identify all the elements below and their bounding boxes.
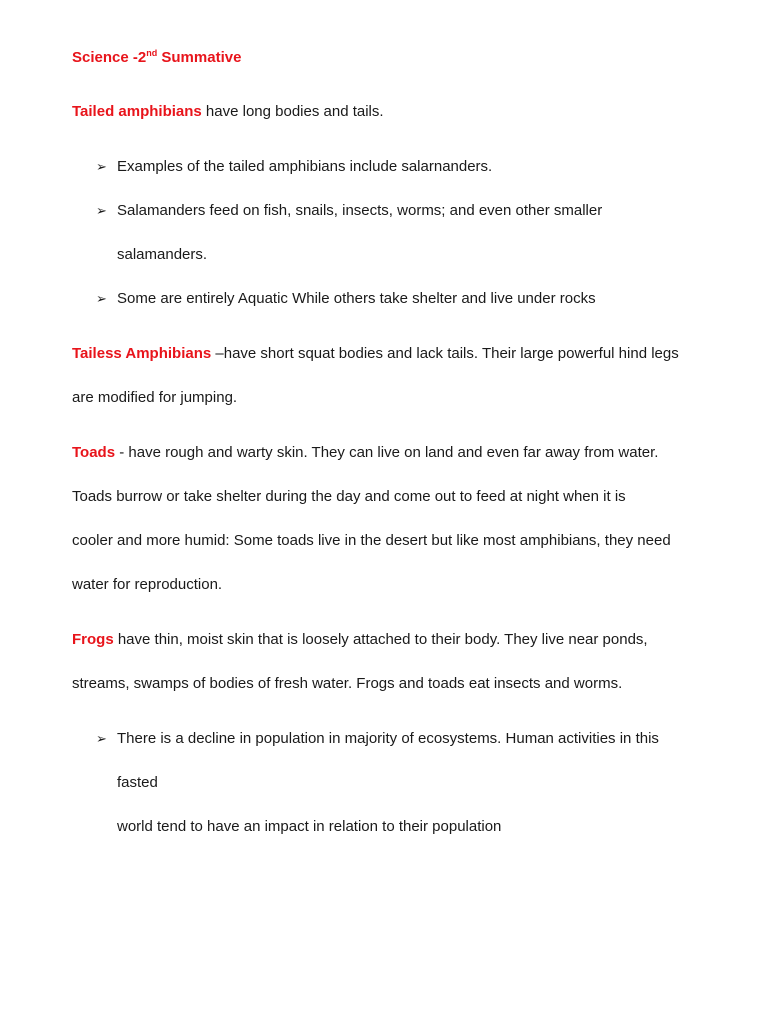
bullet-arrow-icon: ➢ [96,731,107,746]
tailed-text: have long bodies and tails. [201,103,384,120]
tailed-term: Tailed amphibians [72,103,202,120]
tailed-paragraph [72,102,384,122]
toads-paragraph [72,443,658,463]
toads-line-3: cooler and more humid: Some toads live in the desert but like most amphibians, they need [72,532,671,549]
tailed-bullet-2: Salamanders feed on fish, snails, insects, worms; and even other smaller [117,202,603,219]
document-title [72,48,241,68]
tailess-term: Tailess Amphibians [72,345,212,362]
frogs-term: Frogs [72,631,114,648]
tailess-line-1: –have short squat bodies and lack tails. Their large powerful hind legs [211,345,679,362]
title-prefix: Science -2 [72,49,147,66]
tailess-line-2: are modified for jumping. [72,389,238,406]
frogs-paragraph [72,630,648,650]
tailed-bullet-3: Some are entirely Aquatic While others take shelter and live under rocks [117,290,596,307]
tailed-bullet-2-cont: salamanders. [117,246,208,263]
toads-line-1: - have rough and warty skin. They can live on land and even far away from water. [115,444,659,461]
frogs-line-1: have thin, moist skin that is loosely attached to their body. They live near ponds, [113,631,648,648]
bullet-arrow-icon: ➢ [96,159,107,174]
tailess-paragraph [72,344,679,364]
frogs-line-2: streams, swamps of bodies of fresh water. Frogs and toads eat insects and worms. [72,675,623,692]
toads-term: Toads [72,444,116,461]
frogs-bullet-line-3: world tend to have an impact in relation to their population [117,818,502,835]
bullet-arrow-icon: ➢ [96,203,107,218]
frogs-bullet-line-2: fasted [117,774,158,791]
frogs-bullet-line-1: There is a decline in population in majority of ecosystems. Human activities in this [117,730,659,747]
toads-line-4: water for reproduction. [72,576,223,593]
bullet-arrow-icon: ➢ [96,291,107,306]
toads-line-2: Toads burrow or take shelter during the day and come out to feed at night when it is [72,488,626,505]
title-suffix: Summative [157,49,242,66]
title-superscript: nd [146,48,158,58]
tailed-bullet-1: Examples of the tailed amphibians include salarnanders. [117,158,493,175]
